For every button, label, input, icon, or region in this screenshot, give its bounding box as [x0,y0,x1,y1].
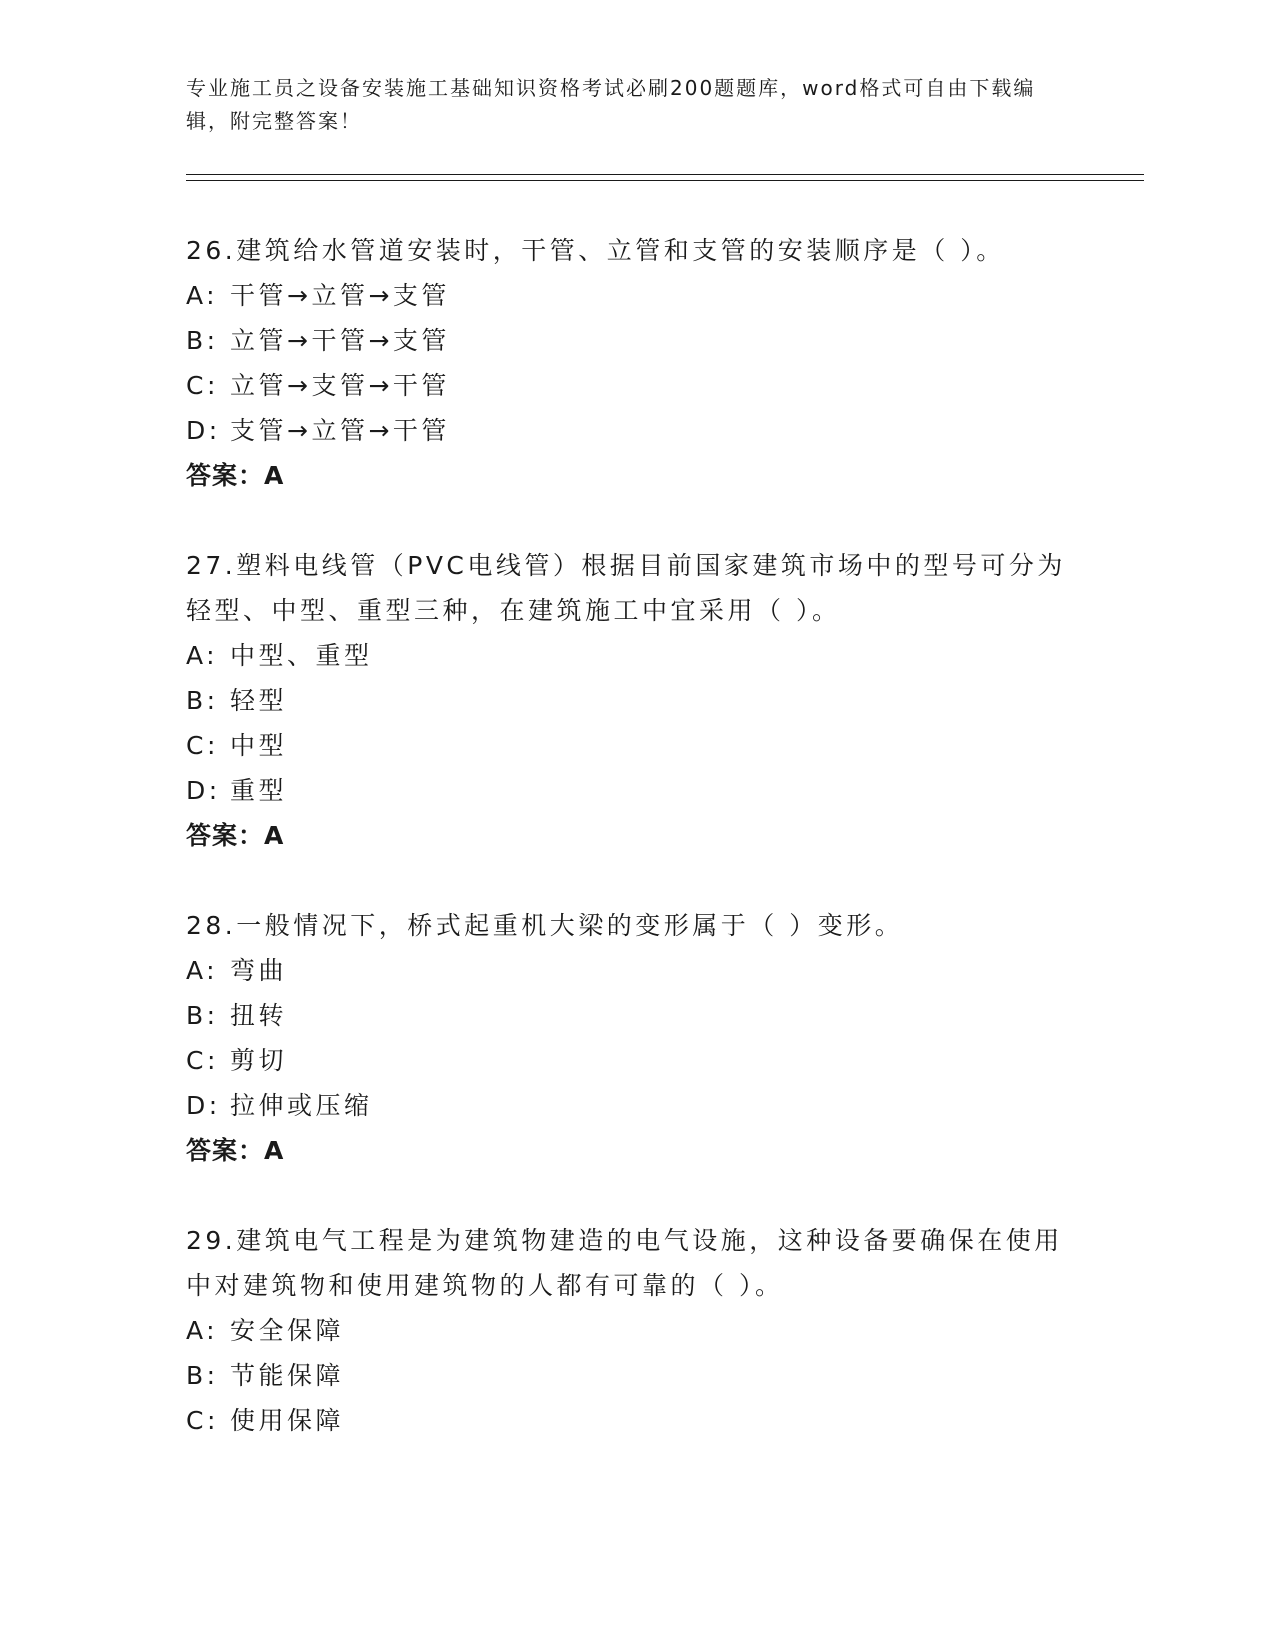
option-text: 弯曲 [230,956,288,985]
option-text: 节能保障 [230,1361,345,1390]
option-text: 立管→干管→支管 [230,326,450,355]
option-text: 中型 [230,731,288,760]
question-item [186,903,1086,1173]
question-item [186,1218,1086,1443]
option-b [186,318,1086,363]
option-key: D: [186,1091,221,1120]
option-key: A: [186,281,219,310]
option-a [186,948,1086,993]
option-key: A: [186,641,219,670]
option-key: B: [186,1001,219,1030]
option-key: D: [186,416,221,445]
option-key: A: [186,1316,219,1345]
option-text: 中型、重型 [230,641,373,670]
document-header: 专业施工员之设备安装施工基础知识资格考试必刷200题题库，word格式可自由下载编辑，附完整答案！ [186,76,1036,133]
option-c [186,1038,1086,1083]
question-item [186,228,1086,498]
option-d [186,1083,1086,1128]
option-b [186,1353,1086,1398]
option-key: C: [186,731,219,760]
question-stem-continued: 中对建筑物和使用建筑物的人都有可靠的（ ）。 [186,1271,784,1300]
header-divider-top [186,174,1144,175]
option-d [186,768,1086,813]
option-text: 剪切 [230,1046,288,1075]
question-stem: 28.一般情况下，桥式起重机大梁的变形属于（ ）变形。 [186,911,904,940]
option-key: B: [186,326,219,355]
option-text: 立管→支管→干管 [230,371,450,400]
option-b [186,993,1086,1038]
option-text: 重型 [230,776,288,805]
option-c [186,1398,1086,1443]
question-stem-continued: 轻型、中型、重型三种，在建筑施工中宜采用（ ）。 [186,596,841,625]
option-text: 扭转 [230,1001,288,1030]
question-stem: 29.建筑电气工程是为建筑物建造的电气设施，这种设备要确保在使用 [186,1226,1063,1255]
answer-line: 答案：A [186,1136,285,1165]
question-stem: 27.塑料电线管（PVC电线管）根据目前国家建筑市场中的型号可分为 [186,551,1066,580]
option-a [186,633,1086,678]
header-divider-bottom [186,180,1144,181]
option-key: D: [186,776,221,805]
question-item [186,543,1086,858]
option-c [186,363,1086,408]
option-a [186,1308,1086,1353]
option-key: A: [186,956,219,985]
option-text: 安全保障 [230,1316,345,1345]
option-text: 支管→立管→干管 [230,416,450,445]
question-list [186,228,1086,1488]
option-key: B: [186,686,219,715]
option-b [186,678,1086,723]
option-d [186,408,1086,453]
answer-line: 答案：A [186,821,285,850]
answer-line: 答案：A [186,461,285,490]
option-c [186,723,1086,768]
option-key: C: [186,1046,219,1075]
option-a [186,273,1086,318]
option-text: 拉伸或压缩 [230,1091,373,1120]
option-text: 使用保障 [230,1406,345,1435]
option-text: 轻型 [230,686,288,715]
question-stem: 26.建筑给水管道安装时，干管、立管和支管的安装顺序是（ ）。 [186,236,1005,265]
option-text: 干管→立管→支管 [230,281,450,310]
option-key: C: [186,371,219,400]
option-key: B: [186,1361,219,1390]
option-key: C: [186,1406,219,1435]
